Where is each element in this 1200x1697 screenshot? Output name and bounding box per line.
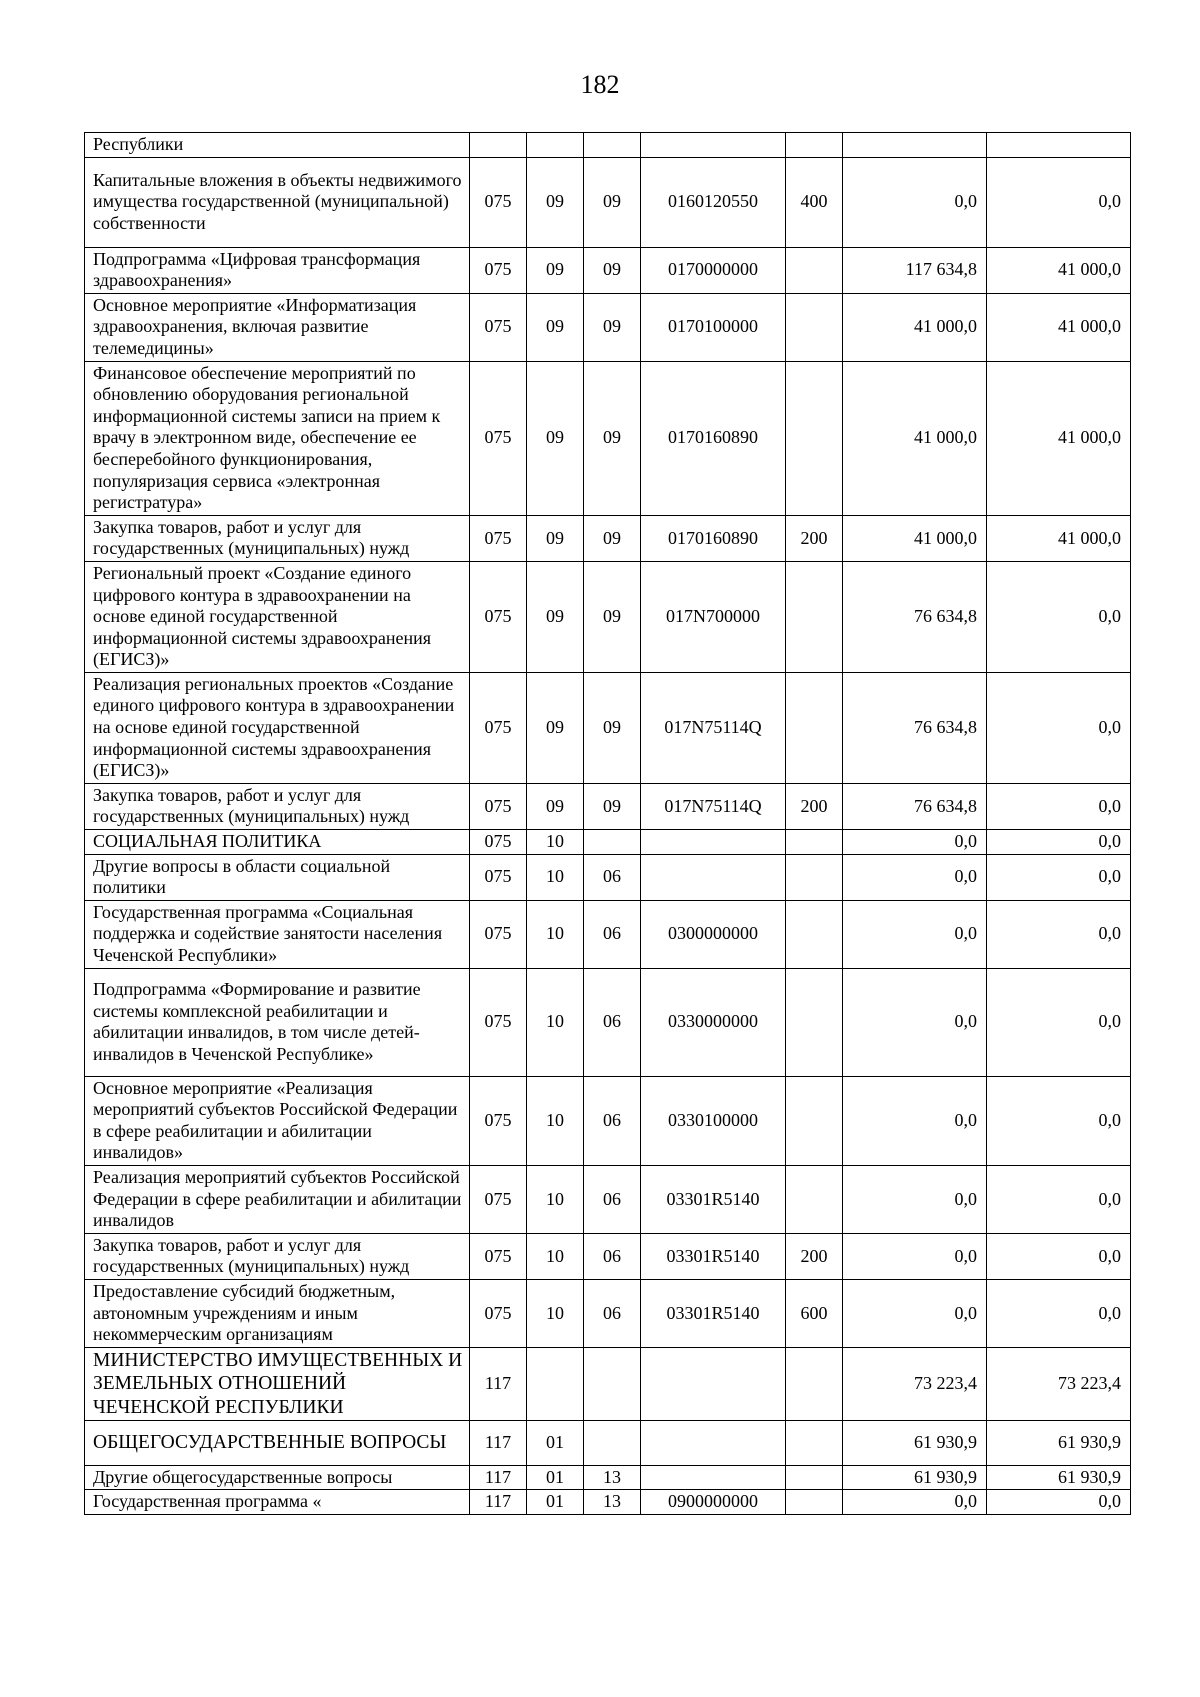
cell-sum-2: 41 000,0 [987,515,1131,561]
table-row [85,968,1131,1076]
cell-vr [786,968,843,1076]
cell-sum-1: 117 634,8 [843,247,987,293]
cell-pr: 06 [584,1076,641,1165]
cell-pr [584,133,641,158]
cell-vr [786,1165,843,1233]
table-row [85,1420,1131,1465]
cell-rz: 10 [527,968,584,1076]
cell-rz: 01 [527,1420,584,1465]
table-row [85,1165,1131,1233]
cell-vr: 200 [786,515,843,561]
cell-sum-1: 0,0 [843,1165,987,1233]
cell-pr: 06 [584,1279,641,1347]
cell-pr [584,1347,641,1420]
cell-ved: 075 [470,1279,527,1347]
table-row [85,1233,1131,1279]
cell-vr [786,1490,843,1515]
table-row [85,133,1131,158]
cell-sum-1: 73 223,4 [843,1347,987,1420]
cell-ved: 075 [470,1233,527,1279]
cell-ved: 075 [470,672,527,783]
cell-sum-1 [843,133,987,158]
table-row [85,561,1131,672]
cell-name: Подпрограмма «Цифровая трансформация здравоохранения» [85,247,470,293]
cell-csr: 0160120550 [641,157,786,247]
cell-sum-1: 0,0 [843,830,987,855]
cell-csr: 017N700000 [641,561,786,672]
cell-csr [641,830,786,855]
cell-sum-1: 41 000,0 [843,515,987,561]
cell-sum-2: 0,0 [987,561,1131,672]
cell-name: Подпрограмма «Формирование и развитие системы комплексной реабилитации и абилитации инвалидов, в том числе детей-инвалидов в Чеченской Республике» [85,968,470,1076]
cell-sum-2: 0,0 [987,1233,1131,1279]
cell-ved: 075 [470,361,527,515]
cell-csr: 0170160890 [641,361,786,515]
table-body [85,133,1131,1515]
cell-sum-1: 41 000,0 [843,361,987,515]
cell-sum-2: 0,0 [987,672,1131,783]
cell-ved: 075 [470,1165,527,1233]
cell-csr [641,133,786,158]
cell-ved: 075 [470,830,527,855]
table-row [85,1490,1131,1515]
cell-sum-2: 41 000,0 [987,293,1131,361]
cell-csr: 0170100000 [641,293,786,361]
cell-csr: 017N75114Q [641,672,786,783]
cell-sum-2: 0,0 [987,783,1131,829]
cell-name: Закупка товаров, работ и услуг для государственных (муниципальных) нужд [85,515,470,561]
cell-rz: 09 [527,293,584,361]
cell-sum-1: 41 000,0 [843,293,987,361]
cell-ved: 117 [470,1465,527,1490]
cell-name: Основное мероприятие «Информатизация здравоохранения, включая развитие телемедицины» [85,293,470,361]
cell-pr: 06 [584,900,641,968]
cell-pr: 09 [584,515,641,561]
cell-ved: 075 [470,900,527,968]
cell-name: Закупка товаров, работ и услуг для государственных (муниципальных) нужд [85,783,470,829]
cell-csr: 03301R5140 [641,1165,786,1233]
cell-rz: 09 [527,361,584,515]
cell-pr: 13 [584,1490,641,1515]
cell-sum-2: 0,0 [987,854,1131,900]
cell-sum-1: 76 634,8 [843,672,987,783]
cell-rz: 09 [527,247,584,293]
cell-ved: 075 [470,854,527,900]
cell-sum-1: 0,0 [843,157,987,247]
cell-name: Другие вопросы в области социальной политики [85,854,470,900]
cell-rz: 10 [527,1076,584,1165]
cell-sum-2: 61 930,9 [987,1465,1131,1490]
cell-pr: 09 [584,247,641,293]
cell-name: Другие общегосударственные вопросы [85,1465,470,1490]
cell-vr [786,1347,843,1420]
cell-pr: 09 [584,293,641,361]
cell-sum-1: 61 930,9 [843,1465,987,1490]
cell-rz: 10 [527,830,584,855]
cell-vr [786,561,843,672]
cell-csr: 0330000000 [641,968,786,1076]
cell-sum-2: 0,0 [987,1279,1131,1347]
cell-sum-1: 0,0 [843,1076,987,1165]
cell-vr [786,1076,843,1165]
cell-rz: 10 [527,900,584,968]
cell-sum-1: 0,0 [843,900,987,968]
cell-ved: 075 [470,247,527,293]
cell-vr [786,247,843,293]
cell-rz: 09 [527,157,584,247]
cell-pr [584,1420,641,1465]
table-row [85,783,1131,829]
cell-vr [786,293,843,361]
cell-ved: 075 [470,783,527,829]
cell-sum-2: 0,0 [987,1490,1131,1515]
cell-rz: 01 [527,1465,584,1490]
table-row [85,515,1131,561]
cell-sum-1: 76 634,8 [843,561,987,672]
cell-pr: 06 [584,854,641,900]
cell-vr: 400 [786,157,843,247]
cell-sum-2 [987,133,1131,158]
cell-ved: 075 [470,1076,527,1165]
cell-name: Финансовое обеспечение мероприятий по обновлению оборудования региональной информационной системы записи на прием к врачу в электронном виде, обеспечение ее бесперебойного функционирования, популяризация сервиса «электронная регистратура» [85,361,470,515]
cell-sum-1: 76 634,8 [843,783,987,829]
cell-rz: 10 [527,1165,584,1233]
cell-pr: 09 [584,783,641,829]
cell-sum-2: 0,0 [987,968,1131,1076]
cell-sum-2: 0,0 [987,1076,1131,1165]
cell-rz [527,133,584,158]
table-row [85,900,1131,968]
table-row [85,1076,1131,1165]
cell-sum-1: 0,0 [843,968,987,1076]
cell-ved: 075 [470,561,527,672]
table-row [85,672,1131,783]
cell-vr [786,830,843,855]
table-row [85,1279,1131,1347]
cell-vr [786,1465,843,1490]
table-row [85,1347,1131,1420]
cell-pr: 09 [584,561,641,672]
cell-csr [641,1347,786,1420]
cell-sum-2: 0,0 [987,830,1131,855]
cell-sum-1: 0,0 [843,1233,987,1279]
cell-sum-2: 73 223,4 [987,1347,1131,1420]
cell-name: Капитальные вложения в объекты недвижимого имущества государственной (муниципальной) собственности [85,157,470,247]
cell-vr [786,672,843,783]
table-row [85,1465,1131,1490]
cell-vr [786,361,843,515]
cell-sum-1: 0,0 [843,1279,987,1347]
cell-vr [786,1420,843,1465]
cell-sum-1: 0,0 [843,854,987,900]
table-row [85,293,1131,361]
cell-rz: 09 [527,672,584,783]
table-row [85,361,1131,515]
page-number: 182 [580,70,620,99]
cell-rz [527,1347,584,1420]
cell-name: Основное мероприятие «Реализация мероприятий субъектов Российской Федерации в сфере реабилитации и абилитации инвалидов» [85,1076,470,1165]
table-row [85,157,1131,247]
cell-name: Государственная программа « [85,1490,470,1515]
cell-pr: 06 [584,1233,641,1279]
table-row [85,854,1131,900]
cell-vr: 600 [786,1279,843,1347]
cell-pr: 09 [584,361,641,515]
cell-sum-2: 0,0 [987,1165,1131,1233]
cell-vr: 200 [786,1233,843,1279]
cell-csr: 017N75114Q [641,783,786,829]
cell-sum-2: 61 930,9 [987,1420,1131,1465]
cell-pr: 06 [584,1165,641,1233]
cell-csr [641,1465,786,1490]
cell-sum-2: 41 000,0 [987,361,1131,515]
cell-pr: 13 [584,1465,641,1490]
cell-vr [786,900,843,968]
cell-csr [641,854,786,900]
cell-ved: 117 [470,1347,527,1420]
cell-name: ОБЩЕГОСУДАРСТВЕННЫЕ ВОПРОСЫ [85,1420,470,1465]
cell-rz: 01 [527,1490,584,1515]
cell-name: Республики [85,133,470,158]
cell-csr: 03301R5140 [641,1279,786,1347]
cell-rz: 09 [527,561,584,672]
cell-sum-2: 0,0 [987,157,1131,247]
cell-csr: 0170000000 [641,247,786,293]
cell-vr [786,854,843,900]
cell-name: Реализация мероприятий субъектов Российской Федерации в сфере реабилитации и абилитации инвалидов [85,1165,470,1233]
cell-name: Предоставление субсидий бюджетным, автономным учреждениям и иным некоммерческим организациям [85,1279,470,1347]
cell-csr: 0300000000 [641,900,786,968]
cell-sum-1: 0,0 [843,1490,987,1515]
cell-vr: 200 [786,783,843,829]
cell-pr: 06 [584,968,641,1076]
budget-table [84,132,1131,1515]
cell-csr: 03301R5140 [641,1233,786,1279]
cell-vr [786,133,843,158]
cell-ved: 075 [470,515,527,561]
cell-rz: 09 [527,515,584,561]
cell-pr: 09 [584,672,641,783]
cell-csr: 0900000000 [641,1490,786,1515]
cell-name: Закупка товаров, работ и услуг для государственных (муниципальных) нужд [85,1233,470,1279]
cell-ved: 117 [470,1490,527,1515]
cell-ved: 075 [470,157,527,247]
cell-ved [470,133,527,158]
cell-name: Региональный проект «Создание единого цифрового контура в здравоохранении на основе единой государственной информационной системы здравоохранения (ЕГИСЗ)» [85,561,470,672]
cell-pr [584,830,641,855]
cell-name: Реализация региональных проектов «Создание единого цифрового контура в здравоохранении на основе единой государственной информационной системы здравоохранения (ЕГИСЗ)» [85,672,470,783]
table-row [85,830,1131,855]
cell-sum-2: 41 000,0 [987,247,1131,293]
cell-sum-1: 61 930,9 [843,1420,987,1465]
cell-rz: 10 [527,1233,584,1279]
cell-name: Государственная программа «Социальная поддержка и содействие занятости населения Чеченской Республики» [85,900,470,968]
cell-rz: 10 [527,1279,584,1347]
table-row [85,247,1131,293]
cell-name: СОЦИАЛЬНАЯ ПОЛИТИКА [85,830,470,855]
cell-name: МИНИСТЕРСТВО ИМУЩЕСТВЕННЫХ И ЗЕМЕЛЬНЫХ ОТНОШЕНИЙ ЧЕЧЕНСКОЙ РЕСПУБЛИКИ [85,1347,470,1420]
cell-rz: 10 [527,854,584,900]
cell-sum-2: 0,0 [987,900,1131,968]
cell-ved: 075 [470,293,527,361]
cell-rz: 09 [527,783,584,829]
cell-ved: 117 [470,1420,527,1465]
cell-csr [641,1420,786,1465]
cell-csr: 0170160890 [641,515,786,561]
cell-pr: 09 [584,157,641,247]
cell-csr: 0330100000 [641,1076,786,1165]
cell-ved: 075 [470,968,527,1076]
